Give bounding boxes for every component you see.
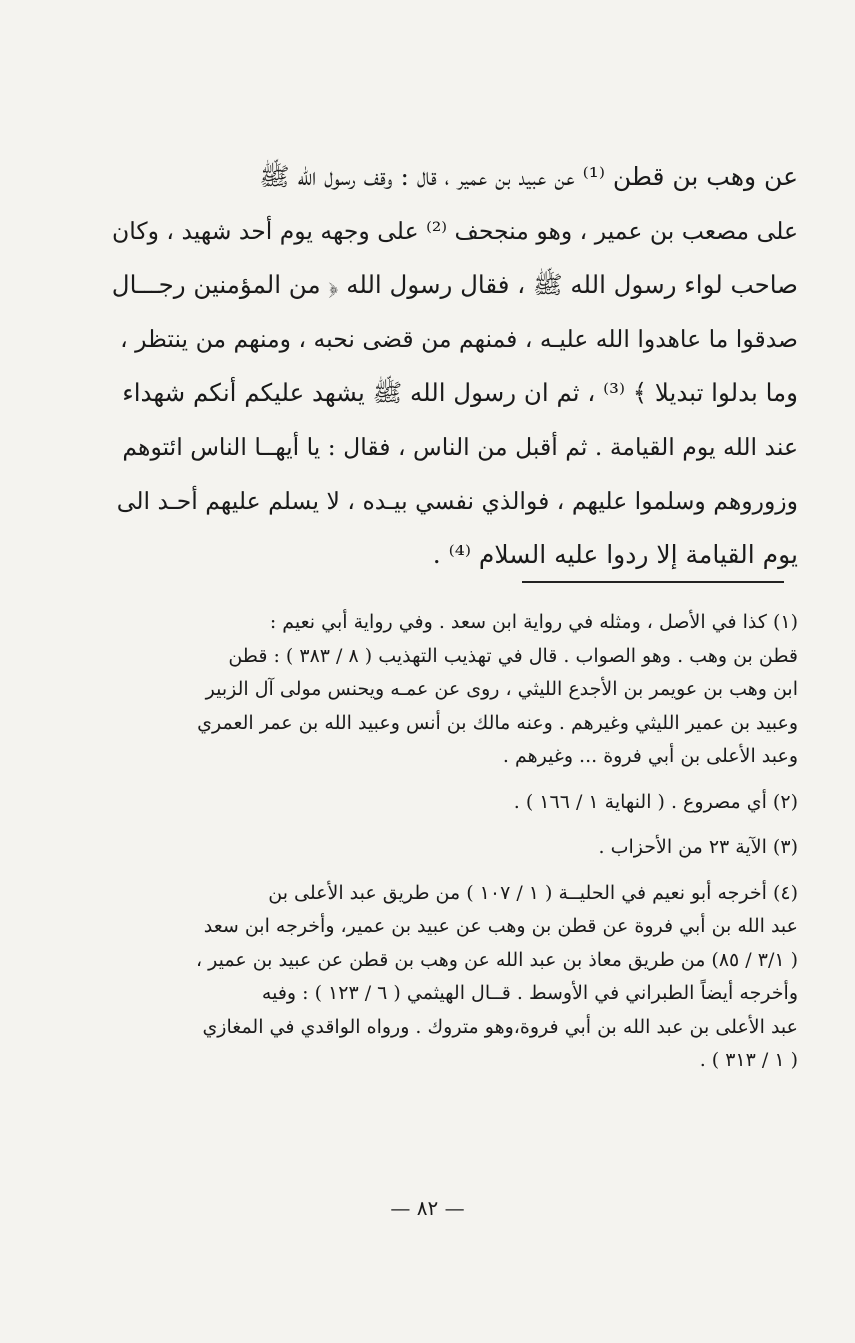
footnote-2: [108, 786, 798, 820]
main-text-line: يوم القيامة إلا ردوا عليه السلام ⁽⁴⁾ .: [432, 540, 798, 569]
footnote-line: ابن وهب بن عويمر بن الأجدع الليثي ، روى عن عمـه ويحنس مولى آل الزبير: [205, 678, 798, 700]
footnote-line: (٣) الآية ٢٣ من الأحزاب .: [598, 836, 798, 858]
footnote-gap: [108, 819, 798, 831]
main-text-line: صدقوا ما عاهدوا الله عليـه ، فمنهم من قضى نحبه ، ومنهم من ينتظر ،: [120, 325, 798, 353]
footnote-gap: [108, 774, 798, 786]
footnote-4: [108, 877, 798, 1078]
footnote-line: (١) كذا في الأصل ، ومثله في رواية ابن سعد . وفي رواية أبي نعيم :: [269, 611, 798, 633]
footnote-line: وعبد الأعلى بن أبي فروة ... وغيرهم .: [502, 745, 798, 767]
main-text-block: [110, 150, 798, 582]
main-text-line: على مصعب بن عمير ، وهو منجحف ⁽²⁾ على وجهه يوم أحد شهيد ، وكان: [111, 217, 798, 245]
footnote-line: قطن بن وهب . وهو الصواب . قال في تهذيب التهذيب ( ٨ / ٣٨٣ ) : قطن: [228, 644, 798, 667]
main-text-line: عند الله يوم القيامة . ثم أقبل من الناس ، فقال : يا أيهــا الناس ائتوهم: [122, 433, 798, 461]
footnote-line: وعبيد بن عمير الليثي وغيرهم . وعنه مالك بن أنس وعبيد الله بن عمر العمري: [197, 711, 798, 734]
footnote-line: عبد الأعلى بن عبد الله بن أبي فروة،وهو متروك . ورواه الواقدي في المغازي: [202, 1015, 798, 1038]
main-text-line: صاحب لواء رسول الله ﷺ ، فقال رسول الله ﴿ من المؤمنين رجـــال: [111, 270, 798, 299]
footnote-line: (٤) أخرجه أبو نعيم في الحليــة ( ١ / ١٠٧ ) من طريق عبد الأعلى بن: [268, 881, 798, 904]
footnote-separator: [522, 581, 784, 583]
footnote-line: وأخرجه أيضاً الطبراني في الأوسط . قــال الهيثمي ( ٦ / ١٢٣ ) : وفيه: [261, 982, 798, 1004]
footnotes-block: [108, 606, 798, 1078]
main-text-line: وما بدلوا تبديلا ﴾ ⁽³⁾ ، ثم ان رسول الله ﷺ يشهد عليكم أنكم شهداء: [122, 378, 798, 407]
footnote-1: [108, 606, 798, 774]
main-text-line: عن وهب بن قطن ⁽¹⁾ عن عبيد بن عمير ، قال : وقف رسول الله ﷺ: [259, 162, 798, 191]
footnote-line: عبد الله بن أبي فروة عن قطن بن وهب عن عبيد بن عمير، وأخرجه ابن سعد: [203, 915, 798, 937]
footnote-line: (٢) أي مصروع . ( النهاية ١ / ١٦٦ ) .: [513, 790, 798, 813]
page-number: — ٨٢ —: [390, 1196, 465, 1220]
footnote-line: ( ١ / ٣١٣ ) .: [699, 1049, 798, 1071]
footnote-line: ( ٣/١ / ٨٥) من طريق معاذ بن عبد الله عن وهب بن قطن عن عبيد بن عمير ،: [195, 948, 798, 971]
main-text-line: وزوروهم وسلموا عليهم ، فوالذي نفسي بيـده ، لا يسلم عليهم أحـد الى: [116, 487, 798, 515]
footnote-3: [108, 831, 798, 865]
footnote-gap: [108, 865, 798, 877]
